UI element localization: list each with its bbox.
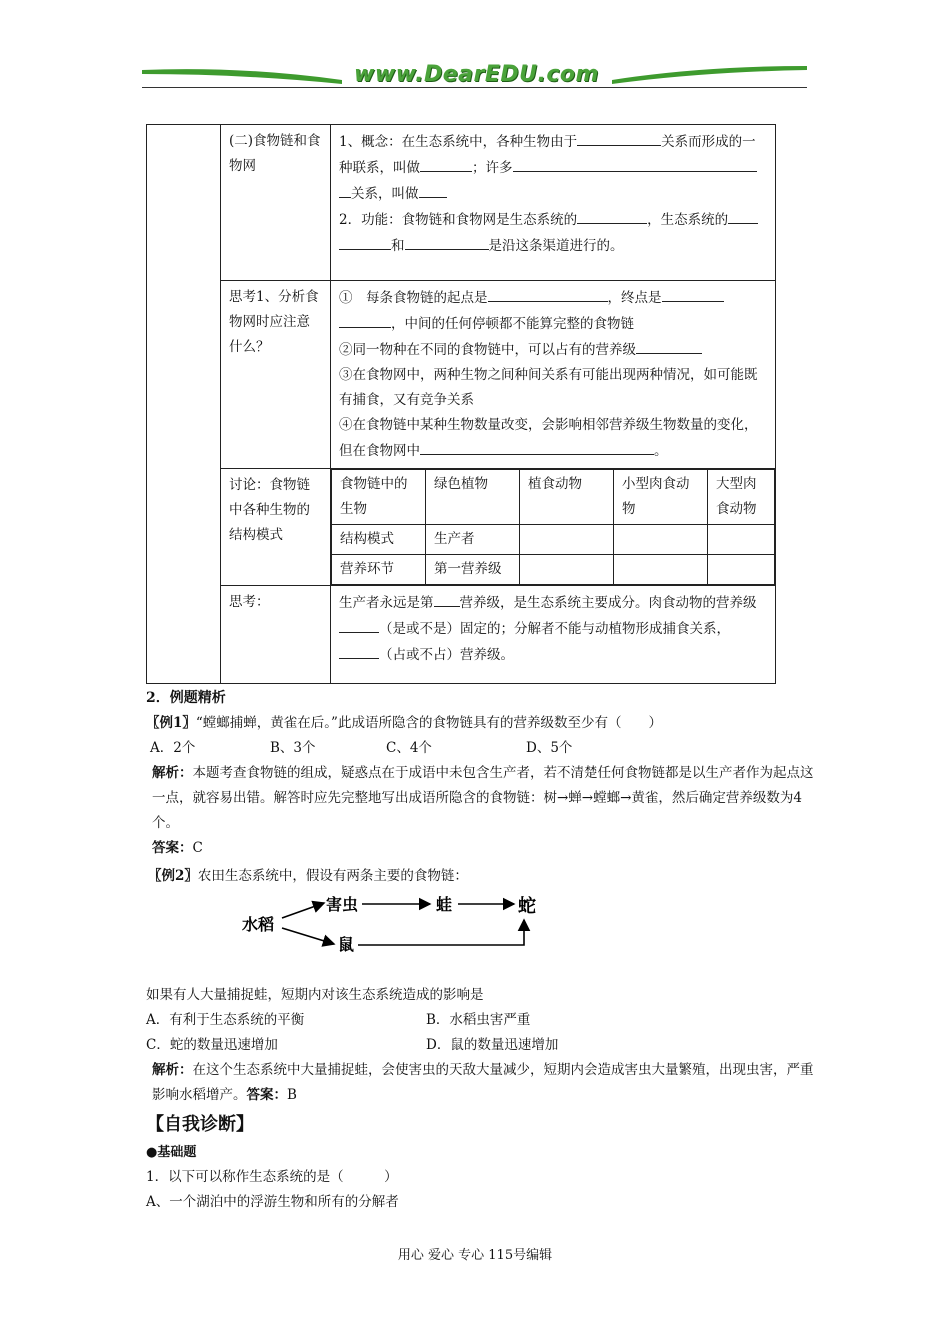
diagram-frog: 蛙 (436, 895, 453, 914)
diagram-mouse: 鼠 (338, 935, 355, 954)
header-cell: 植食动物 (520, 470, 614, 525)
row2-content: ① 每条食物链的起点是 ，终点是 ，中间的任何停顿都不能算完整的食物链 ②同一物种在不同的食物链中，可以占有的营养级 ③在食物网中，两种生物之间种间关系有可能出现两种情况，如可能既有捕食，又有竞争关系 ④在食物链中某种生物数量改变，会影响相邻营养级生物数量的变化，但在食物网中 。 (331, 281, 776, 469)
example1-options: A．2个 B、3个 C、4个 D、5个 (150, 740, 573, 756)
examples-section (146, 686, 826, 889)
arrow-rice-pest (282, 903, 324, 918)
table-cell: 营养环节 (332, 555, 426, 585)
table-cell (708, 555, 775, 585)
table-cell (614, 555, 708, 585)
table-cell (520, 555, 614, 585)
header-cell: 绿色植物 (426, 470, 520, 525)
table-cell (614, 525, 708, 555)
left-blank-cell (147, 125, 221, 684)
site-logo[interactable]: www.DearEDU.com (354, 62, 599, 87)
table-cell: 生产者 (426, 525, 520, 555)
row2-label: 思考1、分析食物网时应注意什么？ (221, 281, 331, 469)
self-diagnosis-heading: 【自我诊断】 (146, 1114, 254, 1135)
food-chain-diagram (240, 888, 550, 958)
example1-analysis: 解析：本题考查食物链的组成，疑惑点在于成语中未包含生产者，若不清楚任何食物链都是以生产者作为起点这一点，就容易出错。解答时应先完整地写出成语所隐含的食物链：树→蝉→螳螂→黄雀，然后确定营养级数为4个。 (152, 765, 814, 831)
row4-label: 思考： (221, 586, 331, 684)
example2-options-ab: A．有利于生态系统的平衡 B．水稻虫害严重 (146, 1012, 531, 1028)
example2-options-cd: C．蛇的数量迅速增加 D．鼠的数量迅速增加 (146, 1037, 559, 1053)
structure-table-cell (331, 469, 776, 586)
header-cell: 大型肉食动物 (708, 470, 775, 525)
example2-question2: 如果有人大量捕捉蛙，短期内对该生态系统造成的影响是 (146, 987, 484, 1003)
arrow-rice-mouse (282, 928, 334, 944)
page-header (142, 58, 807, 94)
example2-section (146, 983, 826, 1215)
table-cell: 结构模式 (332, 525, 426, 555)
header-divider (142, 87, 807, 88)
row3-label: 讨论：食物链中各种生物的结构模式 (221, 469, 331, 586)
self-question1-option-a: A、一个湖泊中的浮游生物和所有的分解者 (146, 1194, 399, 1210)
header-cell: 小型肉食动物 (614, 470, 708, 525)
self-question1: 1．以下可以称作生态系统的是（ ） (146, 1169, 398, 1185)
page-footer: 用心 爱心 专心 115号编辑 (397, 1248, 553, 1263)
basic-questions-label: ●基础题 (146, 1145, 197, 1160)
diagram-pest: 害虫 (326, 895, 359, 914)
arrow-mouse-snake (358, 920, 524, 945)
table-cell (520, 525, 614, 555)
example2-analysis: 解析：在这个生态系统中大量捕捉蛙，会使害虫的天敌大量减少，短期内会造成害虫大量繁殖，出现虫害，严重影响水稻增产。答案：B (152, 1062, 814, 1103)
row1-label: (二)食物链和食物网 (221, 125, 331, 281)
row1-content: 1、概念：在生态系统中，各种生物由于 关系而形成的一种联系，叫做 ；许多关系，叫做 2．功能：食物链和食物网是生态系统的 ，生态系统的 和 是沿这条渠道进行的。 (331, 125, 776, 281)
diagram-snake: 蛇 (518, 896, 536, 917)
row4-content: 生产者永远是第 营养级，是生态系统主要成分。肉食动物的营养级（是或不是）固定的；分解者不能与动植物形成捕食关系，（占或不占）营养级。 (331, 586, 776, 684)
study-table (146, 124, 776, 684)
examples-heading: 2．例题精析 (146, 690, 226, 706)
example2-question: 〖例2〗农田生态系统中，假设有两条主要的食物链： (148, 868, 468, 884)
table-cell (708, 525, 775, 555)
example1-question: 〖例1〗“螳螂捕蝉，黄雀在后。”此成语所隐含的食物链具有的营养级数至少有（ ） (146, 715, 662, 731)
header-cell: 食物链中的生物 (332, 470, 426, 525)
diagram-rice: 水稻 (242, 915, 275, 934)
table-cell: 第一营养级 (426, 555, 520, 585)
example1-answer: 答案：C (152, 840, 203, 856)
structure-table (331, 469, 775, 585)
